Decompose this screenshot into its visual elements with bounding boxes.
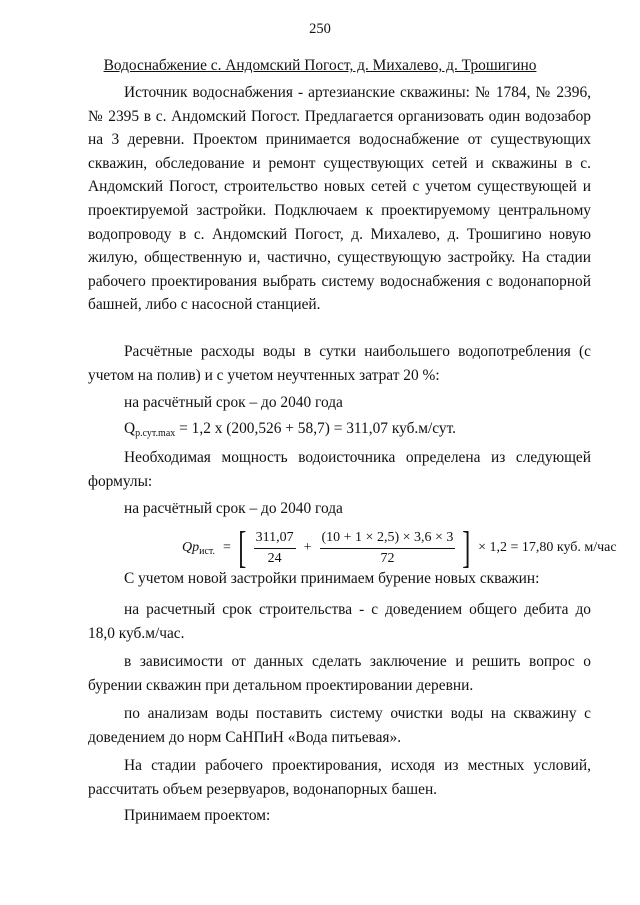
formula-plus: + bbox=[303, 540, 312, 555]
fraction-2-numerator: (10 + 1 × 2,5) × 3,6 × 3 bbox=[320, 530, 456, 549]
equation-expression: = 1,2 х (200,526 + 58,7) = 311,07 куб.м/сут. bbox=[175, 420, 457, 437]
equation-symbol: Q bbox=[124, 420, 136, 437]
paragraph-water-treatment: по анализам воды поставить систему очистки воды на скважину с доведением до норм СаНПиН «Вода питьевая». bbox=[88, 705, 591, 746]
consumption-equation bbox=[124, 420, 456, 439]
paragraph-new-wells: С учетом новой застройки принимаем бурение новых скважин: bbox=[124, 570, 540, 587]
fraction-1-denominator: 24 bbox=[267, 550, 282, 566]
fraction-1-numerator: 311,07 bbox=[254, 530, 296, 549]
paragraph-capacity: Необходимая мощность водоисточника определена из следующей формулы: bbox=[88, 449, 591, 490]
paragraph-debit: на расчетный срок строительства - с доведением общего дебита до 18,0 куб.м/час. bbox=[88, 601, 591, 642]
paragraph-term-2: на расчётный срок – до 2040 года bbox=[124, 500, 343, 517]
formula-fraction-1 bbox=[254, 530, 296, 567]
paragraph-reservoirs: На стадии рабочего проектирования, исходя из местных условий, рассчитать объем резервуаров, водонапорных башен. bbox=[88, 757, 591, 798]
formula-lhs-symbol: Qp bbox=[182, 539, 200, 555]
formula-result: × 1,2 = 17,80 куб. м/час bbox=[478, 540, 617, 555]
section-heading: Водоснабжение с. Андомский Погост, д. Михалево, д. Трошигино bbox=[103, 57, 537, 74]
paragraph-water-consumption: Расчётные расходы воды в сутки наибольшего водопотребления (с учетом на полив) и с учетом неучтенных затрат 20 %: bbox=[88, 343, 591, 384]
page-number: 250 bbox=[309, 21, 331, 37]
paragraph-term-1: на расчётный срок – до 2040 года bbox=[124, 394, 343, 411]
paragraph-accept: Принимаем проектом: bbox=[124, 807, 271, 824]
capacity-formula bbox=[182, 523, 621, 572]
formula-fraction-2 bbox=[320, 530, 456, 567]
formula-equals: = bbox=[223, 540, 231, 555]
formula-lhs bbox=[182, 540, 215, 557]
formula-lhs-subscript: ист. bbox=[199, 545, 216, 557]
paragraph-water-source: Источник водоснабжения - артезианские скважины: № 1784, № 2396, № 2395 в с. Андомский Погост. Предлагается организовать один водозабор на 3 деревни. Проектом принимается водоснабжение от существующих скважин, обследование и ремонт существующих сетей и скважины в с. Андомский Погост, строительство новых сетей с учетом существующей и проектируемой застройки. Подключаем к проектируемому центральному водопроводу в с. Андомский Погост, д. Михалево, д. Трошигино новую жилую, общественную и, частично, существующую застройку. На стадии рабочего проектирования выбрать систему водоснабжения с водонапорной башней, либо с насосной станцией. bbox=[88, 84, 591, 314]
formula-left-bracket: [ bbox=[238, 523, 247, 572]
paragraph-conclusion: в зависимости от данных сделать заключение и решить вопрос о бурении скважин при детальном проектировании деревни. bbox=[88, 653, 591, 694]
formula-right-bracket: ] bbox=[462, 523, 471, 572]
fraction-2-denominator: 72 bbox=[380, 550, 395, 566]
equation-subscript: р.сут.max bbox=[135, 428, 176, 439]
